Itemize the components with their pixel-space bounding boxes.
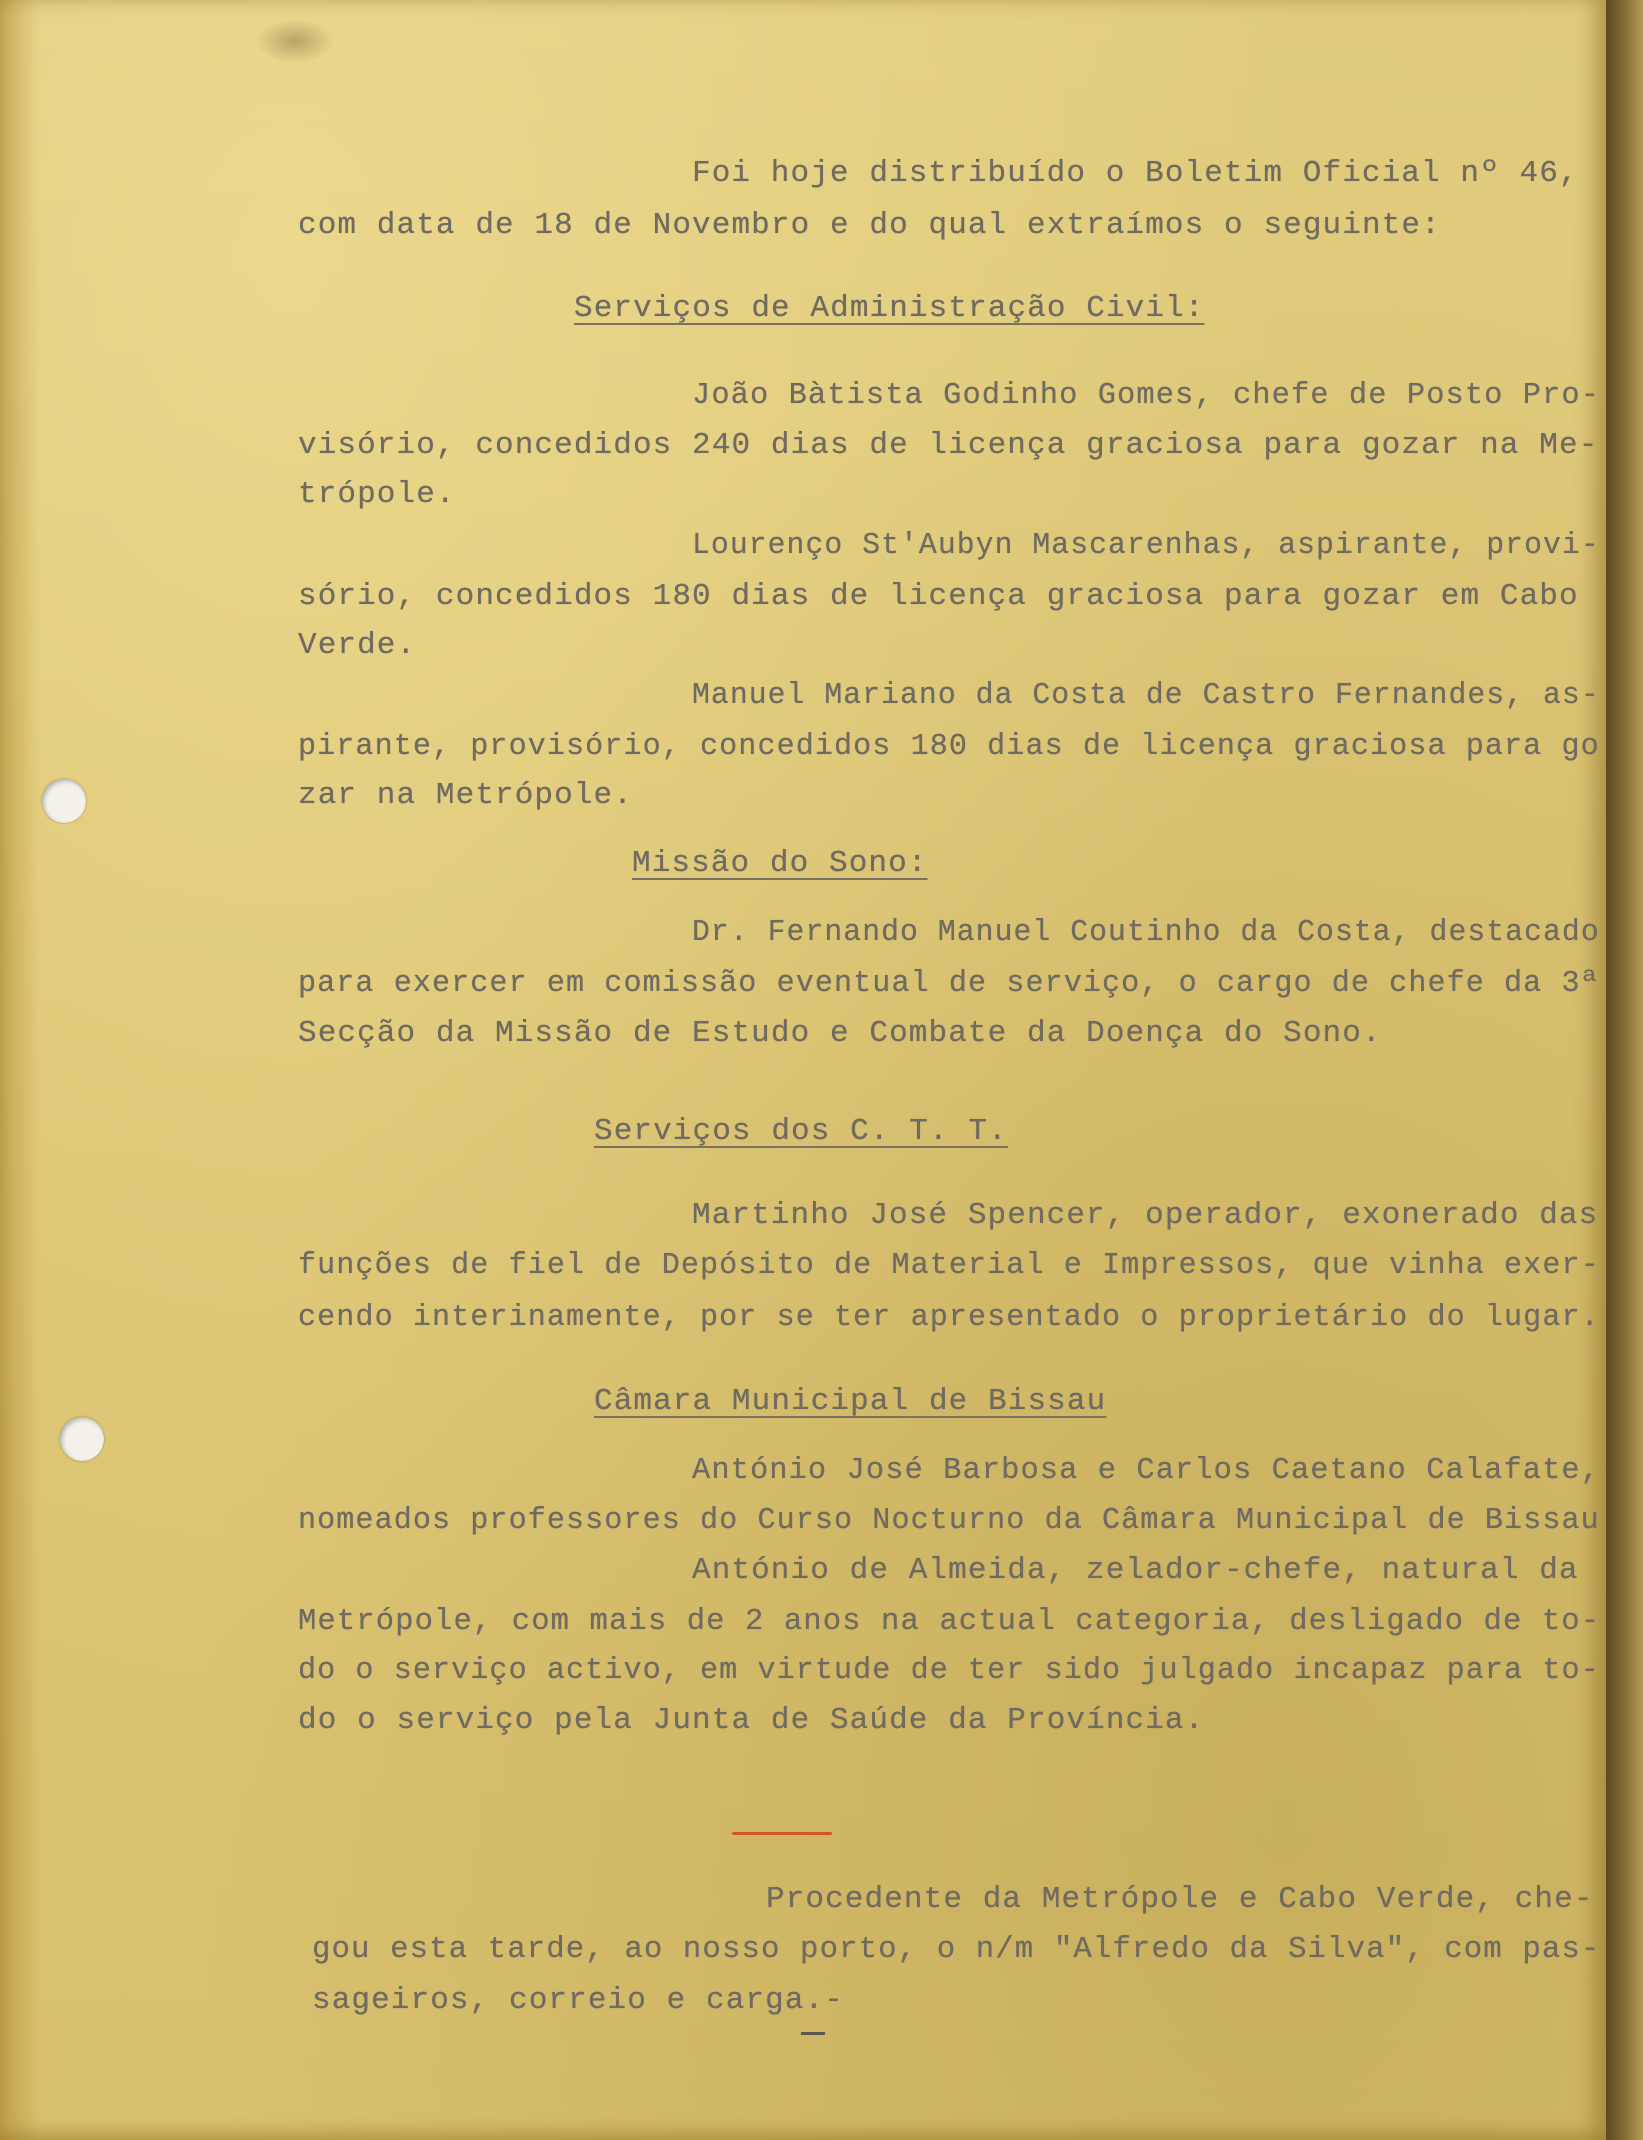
entry-almeida-line-3: do o serviço activo, em virtude de ter sido julgado incapaz para to- xyxy=(298,1653,1600,1688)
entry-fernandes-line-2: pirante, provisório, concedidos 180 dias de licença graciosa para go xyxy=(298,729,1600,764)
punch-hole-bottom xyxy=(60,1417,104,1461)
punch-hole-top xyxy=(42,779,86,823)
closing-dash xyxy=(801,2032,825,2035)
entry-mascarenhas-line-3: Verde. xyxy=(298,628,417,663)
entry-coutinho-line-3: Secção da Missão de Estudo e Combate da Doença do Sono. xyxy=(298,1016,1382,1051)
entry-almeida-line-1: António de Almeida, zelador-chefe, natural da xyxy=(692,1553,1579,1588)
entry-fernandes-line-1: Manuel Mariano da Costa de Castro Fernandes, as- xyxy=(692,678,1600,713)
heading-servicos-ctt: Serviços dos C. T. T. xyxy=(594,1114,1008,1149)
arrival-note-line-3: sageiros, correio e carga.- xyxy=(312,1983,844,2018)
arrival-note-line-2: gou esta tarde, ao nosso porto, o n/m "Alfredo da Silva", com pas- xyxy=(312,1932,1601,1967)
intro-line-1: Foi hoje distribuído o Boletim Oficial nº 46, xyxy=(692,156,1579,191)
section-divider xyxy=(732,1832,832,1835)
entry-mascarenhas-line-1: Lourenço St'Aubyn Mascarenhas, aspirante, provi- xyxy=(692,528,1600,563)
entry-almeida-line-4: do o serviço pela Junta de Saúde da Província. xyxy=(298,1703,1205,1738)
heading-camara-municipal: Câmara Municipal de Bissau xyxy=(594,1384,1107,1419)
entry-spencer-line-1: Martinho José Spencer, operador, exonerado das xyxy=(692,1198,1599,1233)
ink-smudge xyxy=(255,18,335,64)
entry-godinho-line-2: visório, concedidos 240 dias de licença graciosa para gozar na Me- xyxy=(298,428,1599,463)
entry-mascarenhas-line-2: sório, concedidos 180 dias de licença graciosa para gozar em Cabo xyxy=(298,579,1579,614)
entry-barbosa-line-2: nomeados professores do Curso Nocturno da Câmara Municipal de Bissau xyxy=(298,1503,1600,1538)
entry-godinho-line-1: João Bàtista Godinho Gomes, chefe de Posto Pro- xyxy=(692,378,1601,413)
intro-line-2: com data de 18 de Novembro e do qual extraímos o seguinte: xyxy=(298,208,1441,243)
entry-spencer-line-3: cendo interinamente, por se ter apresentado o proprietário do lugar. xyxy=(298,1300,1600,1335)
entry-godinho-line-3: trópole. xyxy=(298,477,456,512)
entry-coutinho-line-2: para exercer em comissão eventual de serviço, o cargo de chefe da 3ª xyxy=(298,966,1600,1001)
entry-almeida-line-2: Metrópole, com mais de 2 anos na actual categoria, desligado de to- xyxy=(298,1604,1601,1639)
page-left-shading xyxy=(0,0,40,2140)
page-edge-background xyxy=(1606,0,1643,2140)
entry-barbosa-line-1: António José Barbosa e Carlos Caetano Calafate, xyxy=(692,1453,1601,1488)
entry-spencer-line-2: funções de fiel de Depósito de Material e Impressos, que vinha exer- xyxy=(298,1248,1600,1283)
heading-administracao-civil: Serviços de Administração Civil: xyxy=(574,291,1205,326)
entry-fernandes-line-3: zar na Metrópole. xyxy=(298,778,633,813)
entry-coutinho-line-1: Dr. Fernando Manuel Coutinho da Costa, destacado xyxy=(692,915,1600,950)
arrival-note-line-1: Procedente da Metrópole e Cabo Verde, che- xyxy=(766,1882,1594,1917)
heading-missao-do-sono: Missão do Sono: xyxy=(632,846,928,881)
